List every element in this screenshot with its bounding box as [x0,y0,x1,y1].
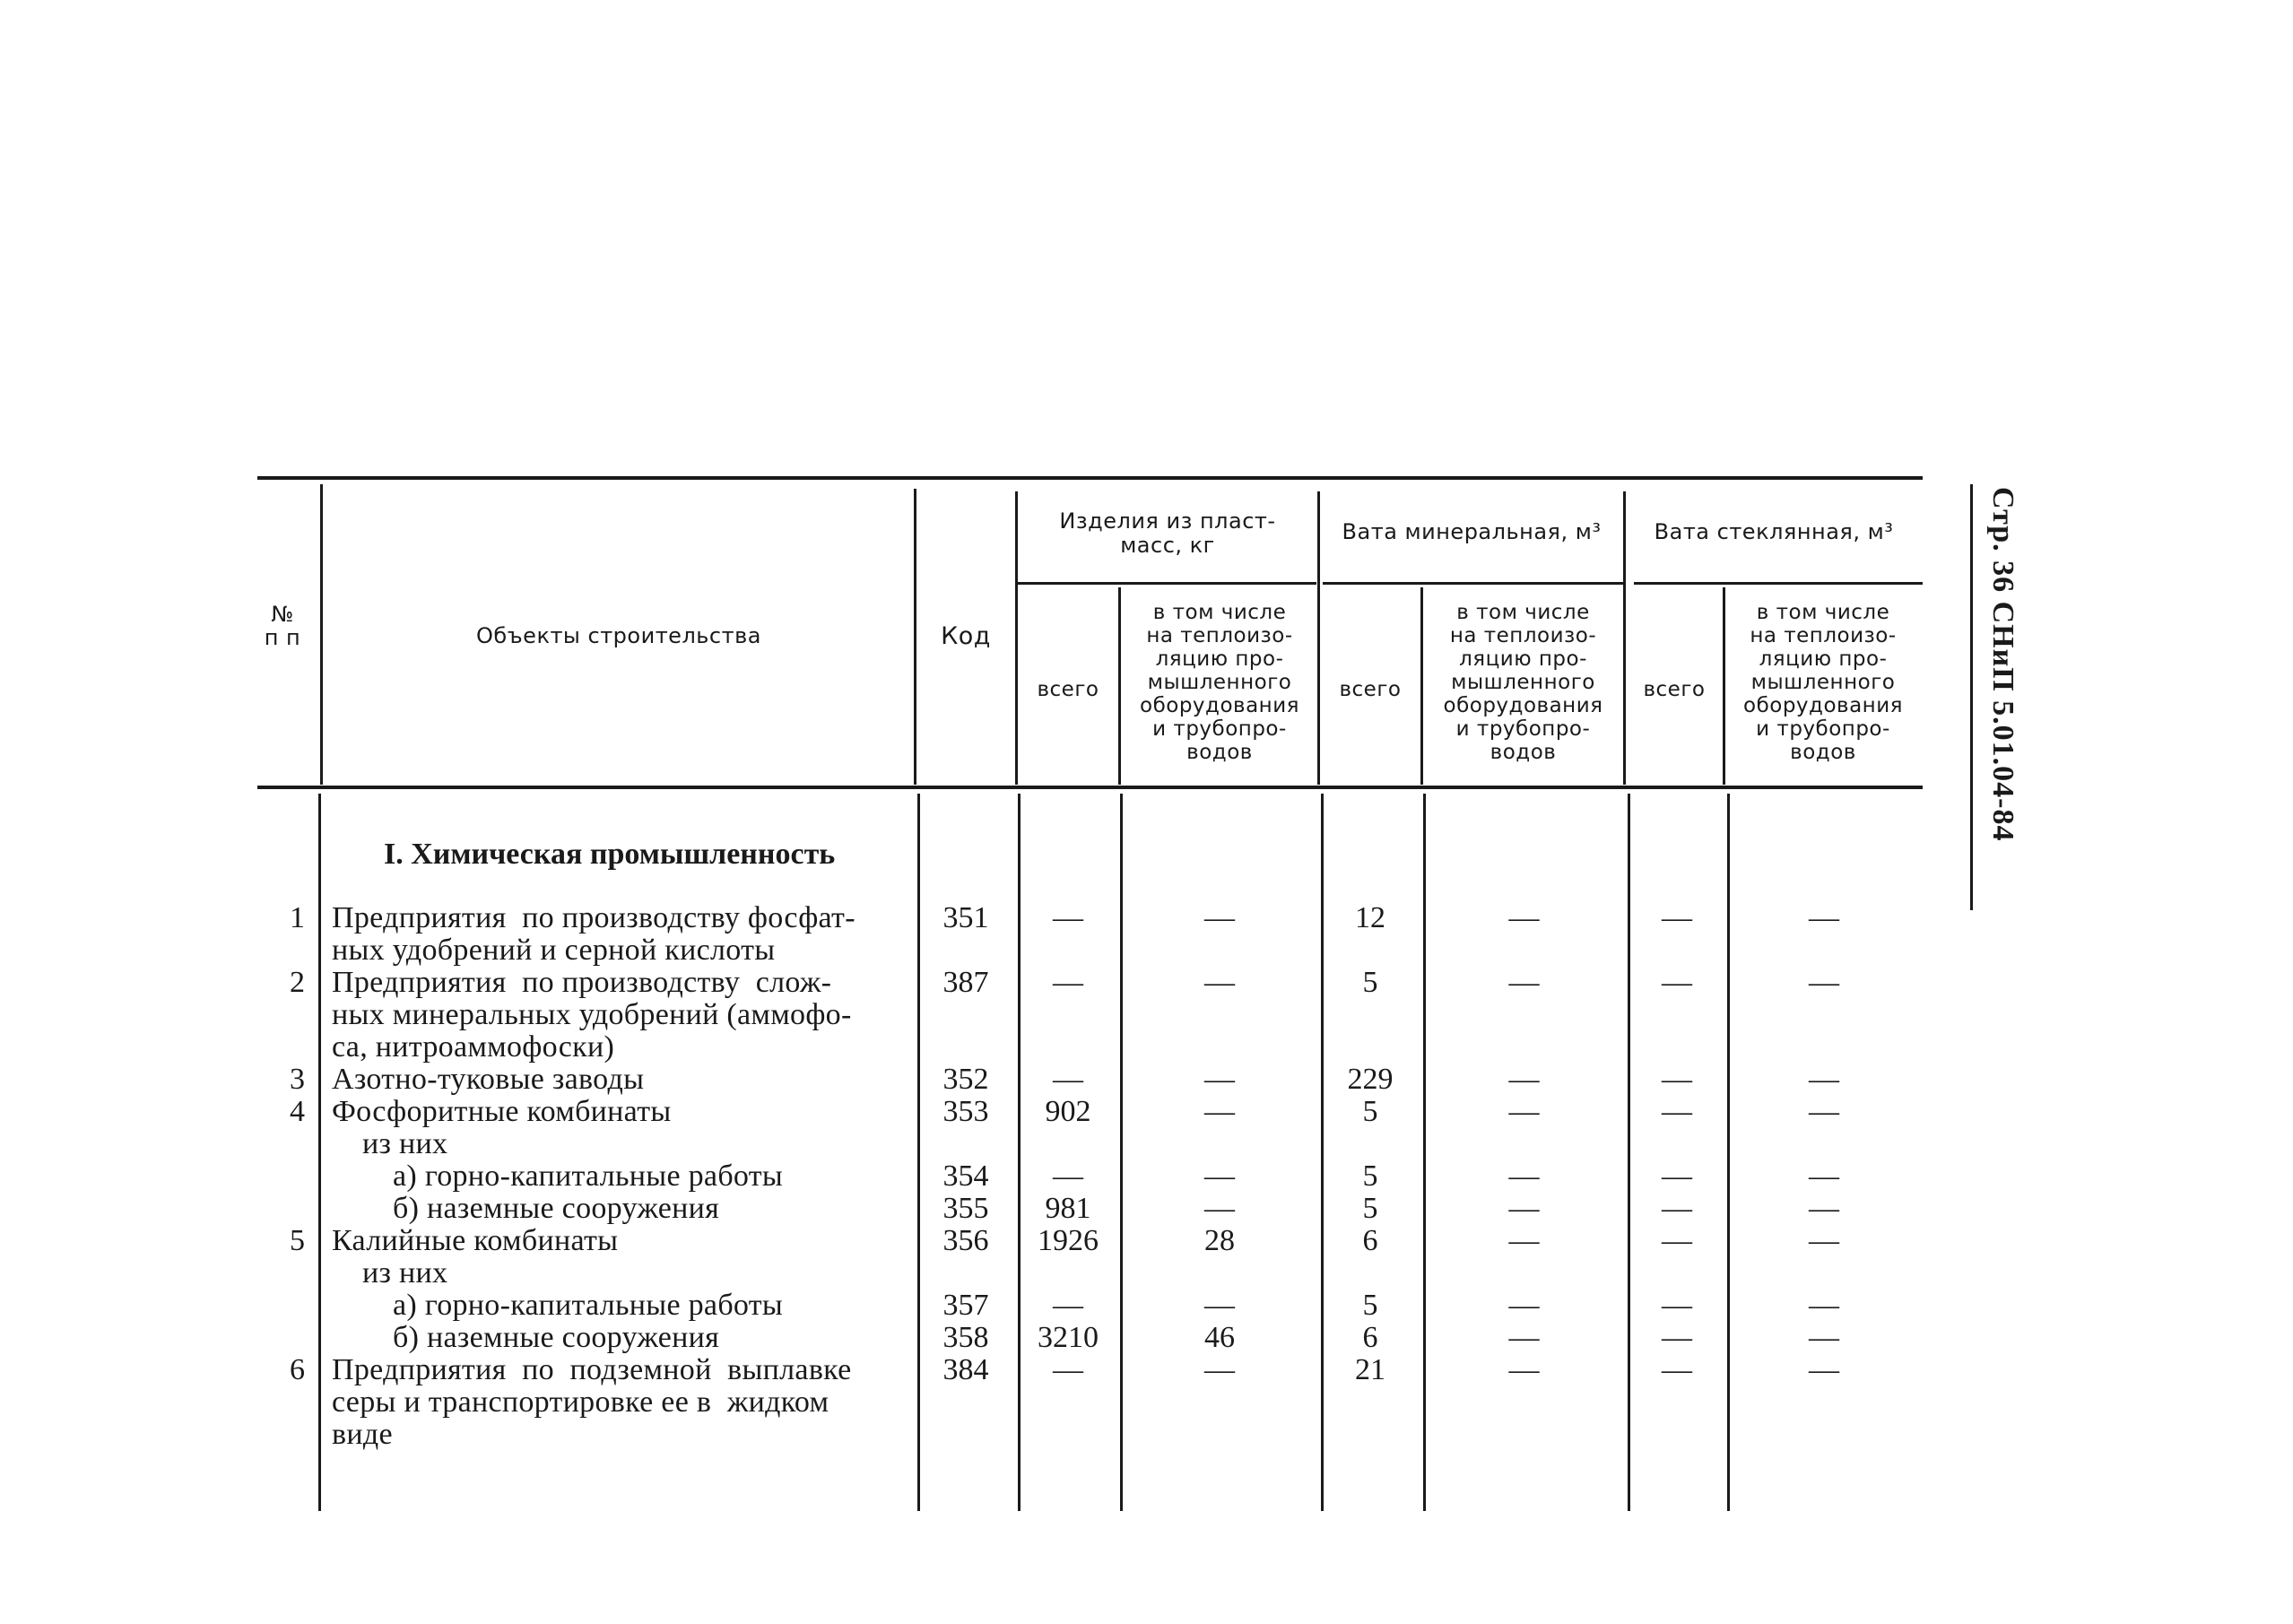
row-object-name: Предприятия по производству фосфат- ных удобрений и серной кислоты [332,901,856,967]
cell-p-incl: — [1204,1192,1235,1225]
cell-g-incl: — [1809,1095,1839,1128]
side-rule [1970,484,1973,910]
cell-m-total: 12 [1355,901,1385,934]
cell-g-incl: — [1809,1192,1839,1225]
row-object-name: Предприятия по подземной выплавке серы и транспортировке ее в жидком виде [332,1353,852,1451]
cell-m-incl: — [1508,1224,1540,1257]
row-number: 1 [290,901,305,934]
cell-m-total: 229 [1347,1063,1394,1096]
cell-p-total: — [1053,1159,1083,1193]
cell-code: 354 [942,1159,989,1193]
header-plastics: Изделия из пласт- масс, кг [1059,508,1276,558]
body-rule-6 [1423,794,1426,1511]
cell-m-total: 5 [1362,1095,1378,1128]
cell-g-incl: — [1809,901,1839,934]
cell-g-total: — [1662,1289,1692,1322]
cell-code: 358 [942,1321,989,1354]
cell-m-incl: — [1508,1095,1540,1128]
header-mineral-incl: в том числе на теплоизо- ляцию про- мышленного оборудования и трубопро- водов [1443,601,1603,764]
page-side-title: Стр. 36 СНиП 5.01.04-84 [1986,487,2019,842]
row-object-name: Калийные комбинаты [332,1224,619,1257]
cell-p-total: 902 [1045,1095,1091,1128]
header-mineral-wool: Вата минеральная, м³ [1342,519,1602,544]
cell-code: 351 [942,901,989,934]
cell-p-incl: — [1204,1063,1235,1096]
cell-m-incl: — [1508,1321,1540,1354]
cell-m-incl: — [1508,1063,1540,1096]
row-object-name: Предприятия по производству слож- ных минеральных удобрений (аммофо- са, нитроаммофоски) [332,966,852,1064]
section-title: I. Химическая промышленность [384,838,836,871]
body-rule-5 [1321,794,1324,1511]
cell-m-total: 5 [1362,966,1378,999]
row-object-name: Фосфоритные комбинаты [332,1095,672,1128]
row-object-name: б) наземные сооружения [393,1321,720,1354]
header-mineral-total: всего [1339,678,1402,701]
cell-g-incl: — [1809,1353,1839,1386]
cell-p-total: — [1053,1289,1083,1322]
cell-code: 384 [942,1353,989,1386]
cell-g-total: — [1662,1224,1692,1257]
header-plastics-total: всего [1037,678,1099,701]
cell-m-total: 5 [1362,1192,1378,1225]
cell-code: 387 [942,966,989,999]
cell-g-total: — [1662,1095,1692,1128]
cell-m-incl: — [1508,1159,1540,1193]
cell-p-incl: — [1204,1353,1235,1386]
cell-code: 355 [942,1192,989,1225]
cell-g-total: — [1662,1353,1692,1386]
row-object-name: а) горно-капитальные работы [393,1159,784,1193]
row-number: 6 [290,1353,305,1386]
body-rule-7 [1628,794,1630,1511]
cell-code: 357 [942,1289,989,1322]
cell-m-total: 6 [1362,1224,1378,1257]
cell-g-total: — [1662,1321,1692,1354]
cell-g-total: — [1662,1159,1692,1193]
cell-m-total: 21 [1355,1353,1385,1386]
group1-rule [1016,582,1316,585]
body-rule-1 [318,794,321,1511]
cell-g-total: — [1662,1063,1692,1096]
cell-code: 352 [942,1063,989,1096]
cell-p-total: — [1053,1063,1083,1096]
cell-p-total: — [1053,1353,1083,1386]
row-number: 4 [290,1095,305,1128]
cell-p-incl: — [1204,1289,1235,1322]
header-glass-wool: Вата стеклянная, м³ [1654,519,1894,544]
cell-g-incl: — [1809,966,1839,999]
cell-code: 353 [942,1095,989,1128]
cell-g-total: — [1662,1192,1692,1225]
row-object-name: из них [362,1127,448,1160]
cell-code: 356 [942,1224,989,1257]
cell-g-incl: — [1809,1289,1839,1322]
cell-m-incl: — [1508,1192,1540,1225]
cell-p-incl: 46 [1204,1321,1235,1354]
cell-p-total: — [1053,966,1083,999]
cell-p-incl: — [1204,1159,1235,1193]
cell-p-total: — [1053,901,1083,934]
header-code: Код [941,622,991,650]
cell-g-incl: — [1809,1321,1839,1354]
header-glass-total: всего [1643,678,1706,701]
cell-g-total: — [1662,966,1692,999]
body-rule-4 [1120,794,1123,1511]
header-glass-incl: в том числе на теплоизо- ляцию про- мышленного оборудования и трубопро- водов [1743,601,1903,764]
row-object-name: а) горно-капитальные работы [393,1289,784,1322]
body-rule-8 [1727,794,1730,1511]
row-object-name: Азотно-туковые заводы [332,1063,645,1096]
cell-g-incl: — [1809,1224,1839,1257]
row-object-name: б) наземные сооружения [393,1192,720,1225]
body-rule-3 [1018,794,1021,1511]
cell-m-total: 5 [1362,1159,1378,1193]
table-top-rule [257,476,1923,480]
row-object-name: из них [362,1256,448,1290]
cell-g-incl: — [1809,1063,1839,1096]
cell-p-total: 981 [1045,1192,1091,1225]
row-number: 5 [290,1224,305,1257]
header-objects: Объекты строительства [476,623,761,648]
cell-p-incl: — [1204,901,1235,934]
cell-m-total: 5 [1362,1289,1378,1322]
cell-m-incl: — [1508,1353,1540,1386]
cell-g-total: — [1662,901,1692,934]
cell-m-incl: — [1508,966,1540,999]
header-bottom-rule [257,786,1923,789]
group2-rule [1323,582,1623,585]
cell-m-total: 6 [1362,1321,1378,1354]
group3-rule [1634,582,1923,585]
cell-g-incl: — [1809,1159,1839,1193]
header-no: № п п [264,602,301,650]
cell-m-incl: — [1508,901,1540,934]
cell-m-incl: — [1508,1289,1540,1322]
cell-p-incl: — [1204,1095,1235,1128]
body-rule-2 [917,794,920,1511]
cell-p-total: 3210 [1038,1321,1099,1354]
row-number: 2 [290,966,305,999]
cell-p-incl: — [1204,966,1235,999]
row-number: 3 [290,1063,305,1096]
header-plastics-incl: в том числе на теплоизо- ляцию про- мышленного оборудования и трубопро- водов [1140,601,1299,764]
cell-p-incl: 28 [1204,1224,1235,1257]
cell-p-total: 1926 [1038,1224,1099,1257]
